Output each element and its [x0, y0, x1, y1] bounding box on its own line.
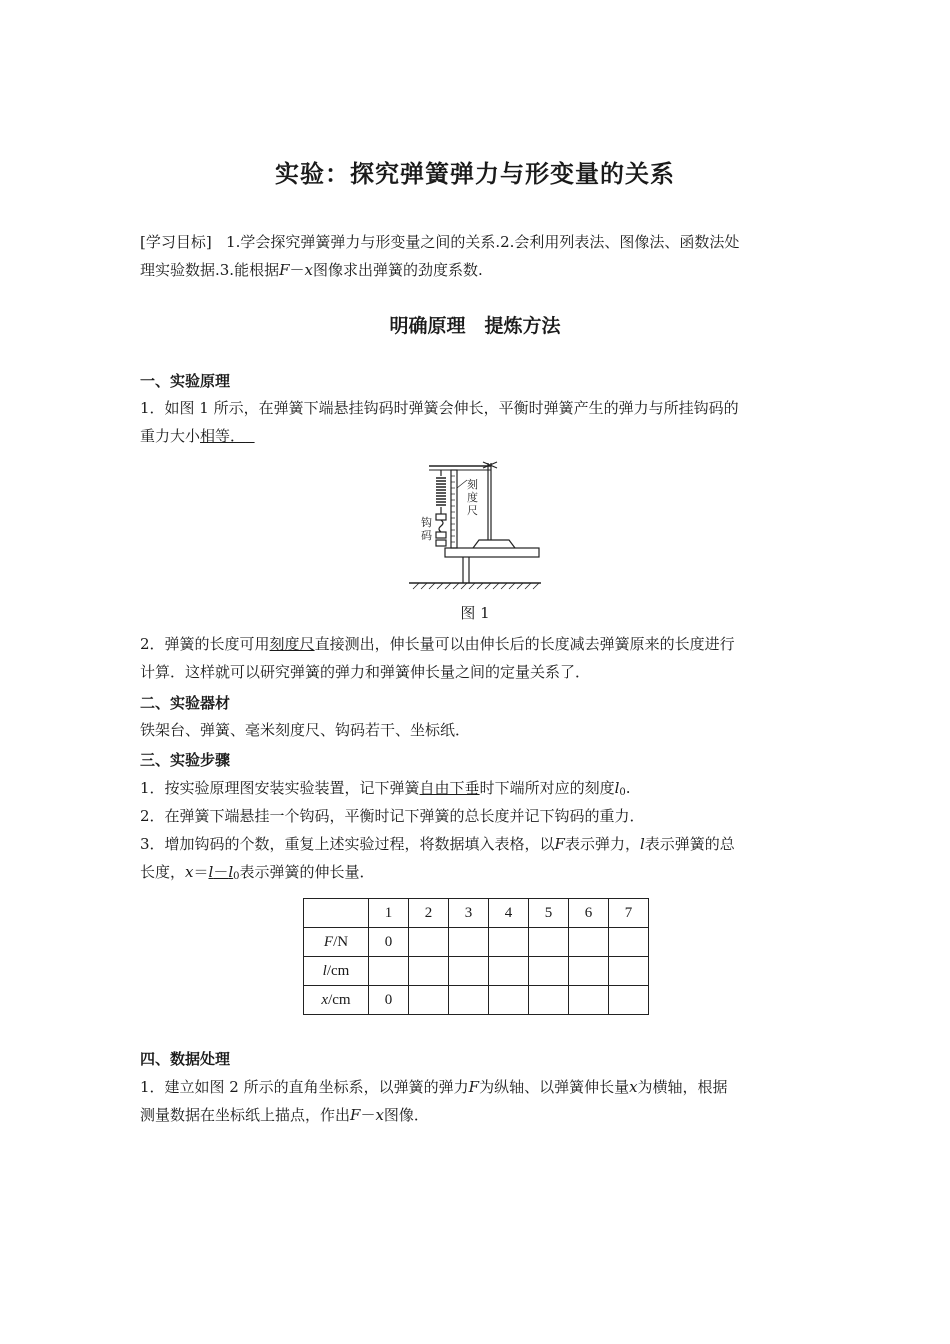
ruler-label-2: 度 — [467, 491, 478, 504]
answer-blank-ruler: 刻度尺 — [269, 635, 315, 653]
section-heading: 明确原理 提炼方法 — [389, 315, 561, 337]
weights-label-2: 码 — [421, 529, 432, 542]
table-header-cell: 2 — [409, 899, 449, 928]
table-header-cell: 5 — [529, 899, 569, 928]
heading-data-processing: 四、数据处理 — [140, 1050, 231, 1068]
table-row: x/cm 0 — [304, 986, 649, 1015]
row-label: x/cm — [304, 986, 369, 1015]
page-title: 实验：探究弹簧弹力与形变量的关系 — [275, 160, 675, 188]
table-header-cell: 4 — [489, 899, 529, 928]
step-3-line-1: 3．增加钩码的个数，重复上述实验过程，将数据填入表格，以F表示弹力，l表示弹簧的总 — [140, 835, 735, 853]
data-processing-paragraph: 1．建立如图 2 所示的直角坐标系，以弹簧的弹力F为纵轴、以弹簧伸长量x为横轴，根据 测量数据在坐标纸上描点，作出F－x图像． — [140, 1078, 728, 1124]
goals-tag: [学习目标] — [140, 233, 212, 251]
table-header-cell: 6 — [569, 899, 609, 928]
table-header-row — [304, 899, 649, 928]
heading-steps: 三、实验步骤 — [140, 751, 231, 769]
steps-list — [140, 774, 812, 886]
step-3-line-2: 长度，$x=l-l_0$表示弹簧的伸长量． — [140, 863, 375, 882]
table-header-cell: 3 — [449, 899, 489, 928]
row-label: l/cm — [304, 957, 369, 986]
equipment-list: 铁架台、弹簧、毫米刻度尺、钩码若干、坐标纸． — [140, 721, 471, 739]
data-table — [303, 898, 649, 1015]
goals-line-2: 理实验数据.3.能根据F－x图像求出弹簧的劲度系数. — [140, 261, 483, 279]
principle-paragraph-1: 1．如图 1 所示，在弹簧下端悬挂钩码时弹簧会伸长，平衡时弹簧产生的弹力与所挂钩码的 重力大小相等． — [140, 399, 739, 445]
goals-line-1: [学习目标] 1.学会探究弹簧弹力与形变量之间的关系.2.会利用列表法、图像法、函数法处 — [140, 233, 740, 251]
row-label: F/N — [304, 928, 369, 957]
principle-paragraph-2: 2．弹簧的长度可用刻度尺直接测出，伸长量可以由伸长后的长度减去弹簧原来的长度进行 计算．这样就可以研究弹簧的弹力和弹簧伸长量之间的定量关系了． — [140, 635, 735, 681]
ruler-label-1: 刻 — [467, 478, 478, 491]
answer-blank-free-hang: 自由下垂 — [419, 779, 480, 797]
heading-principle: 一、实验原理 — [140, 372, 231, 390]
learning-goals — [140, 228, 812, 284]
spring-apparatus-figure — [405, 458, 545, 594]
step-2: 2．在弹簧下端悬挂一个钩码，平衡时记下弹簧的总长度并记下钩码的重力． — [140, 807, 645, 825]
ruler-label-3: 尺 — [467, 504, 478, 517]
table-row: F/N 0 — [304, 928, 649, 957]
table-header-cell: 1 — [369, 899, 409, 928]
weights-label-1: 钩 — [421, 516, 432, 529]
answer-blank-equal: 相等． — [200, 427, 246, 445]
table-header-cell: 7 — [609, 899, 649, 928]
table-corner-cell — [304, 899, 369, 928]
heading-equipment: 二、实验器材 — [140, 694, 231, 712]
answer-blank-extension: $l-l_0$ — [208, 863, 240, 882]
step-1: 1．按实验原理图安装实验装置，记下弹簧自由下垂时下端所对应的刻度$l_0$. — [140, 779, 631, 798]
figure-caption: 图 1 — [460, 604, 490, 622]
table-row — [304, 957, 649, 986]
